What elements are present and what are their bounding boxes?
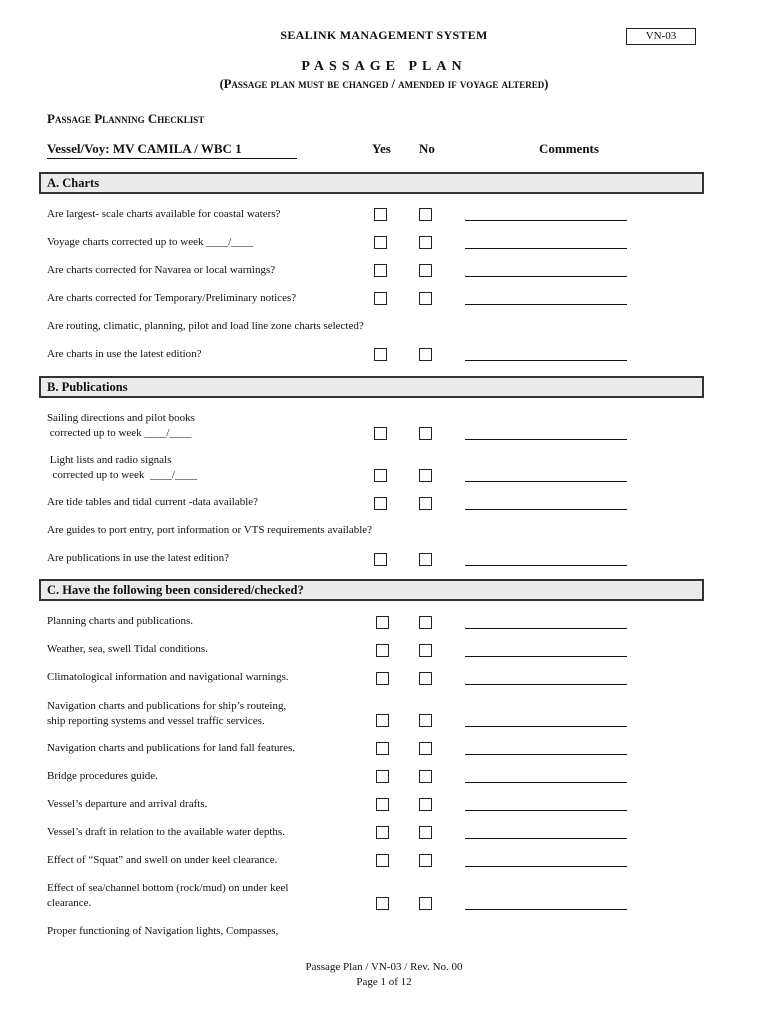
- yes-checkbox[interactable]: [376, 897, 389, 910]
- no-checkbox[interactable]: [419, 854, 432, 867]
- checklist-question: Vessel’s departure and arrival drafts.: [47, 798, 208, 810]
- yes-checkbox[interactable]: [374, 348, 387, 361]
- comment-field[interactable]: [465, 360, 627, 361]
- comment-field[interactable]: [465, 439, 627, 440]
- checklist-question: Navigation charts and publications for ship’s routeing, ship reporting systems and vessel traffic services.: [47, 700, 287, 727]
- comment-field[interactable]: [465, 866, 627, 867]
- yes-checkbox[interactable]: [374, 208, 387, 221]
- vessel-value: MV CAMILA / WBC 1: [112, 141, 242, 156]
- checklist-question: Are charts corrected for Navarea or local warnings?: [47, 264, 276, 276]
- yes-checkbox[interactable]: [376, 714, 389, 727]
- no-checkbox[interactable]: [419, 644, 432, 657]
- yes-checkbox[interactable]: [376, 770, 389, 783]
- no-checkbox[interactable]: [419, 348, 432, 361]
- yes-checkbox[interactable]: [376, 854, 389, 867]
- comment-field[interactable]: [465, 276, 627, 277]
- no-checkbox[interactable]: [419, 672, 432, 685]
- checklist-question: Are tide tables and tidal current -data available?: [47, 496, 259, 508]
- checklist-question: Are charts in use the latest edition?: [47, 348, 202, 360]
- checklist-question: Sailing directions and pilot books corrected up to week ____/____: [47, 412, 195, 439]
- comment-field[interactable]: [465, 810, 627, 811]
- no-checkbox[interactable]: [419, 742, 432, 755]
- no-checkbox[interactable]: [419, 553, 432, 566]
- checklist-question: Bridge procedures guide.: [47, 770, 158, 782]
- comment-field[interactable]: [465, 782, 627, 783]
- page-subtitle: (Passage plan must be changed / amended if voyage altered): [219, 77, 549, 91]
- yes-checkbox[interactable]: [374, 469, 387, 482]
- comment-field[interactable]: [465, 304, 627, 305]
- yes-checkbox[interactable]: [374, 553, 387, 566]
- no-checkbox[interactable]: [419, 770, 432, 783]
- comment-field[interactable]: [465, 754, 627, 755]
- no-checkbox[interactable]: [419, 292, 432, 305]
- checklist-question: Light lists and radio signals corrected up to week ____/____: [47, 454, 197, 481]
- comment-field[interactable]: [465, 628, 627, 629]
- checklist-question: Navigation charts and publications for land fall features.: [47, 742, 296, 754]
- no-checkbox[interactable]: [419, 497, 432, 510]
- comment-field[interactable]: [465, 684, 627, 685]
- footer-document-ref: Passage Plan / VN-03 / Rev. No. 00: [305, 961, 463, 973]
- footer-page-number: Page 1 of 12: [356, 976, 412, 988]
- yes-checkbox[interactable]: [374, 236, 387, 249]
- yes-checkbox[interactable]: [376, 798, 389, 811]
- no-checkbox[interactable]: [419, 469, 432, 482]
- checklist-question: Weather, sea, swell Tidal conditions.: [47, 643, 208, 655]
- section-a-header: A. Charts: [39, 172, 704, 194]
- checklist-title: Passage Planning Checklist: [47, 111, 205, 126]
- checklist-question: Are routing, climatic, planning, pilot and load line zone charts selected?: [47, 320, 364, 332]
- checklist-question: Are charts corrected for Temporary/Preliminary notices?: [47, 292, 297, 304]
- comment-field[interactable]: [465, 481, 627, 482]
- page-title: PASSAGE PLAN: [301, 59, 467, 74]
- comment-field[interactable]: [465, 565, 627, 566]
- checklist-question: Proper functioning of Navigation lights, Compasses,: [47, 925, 279, 937]
- yes-checkbox[interactable]: [376, 742, 389, 755]
- system-title: SEALINK MANAGEMENT SYSTEM: [280, 28, 488, 42]
- yes-checkbox[interactable]: [374, 264, 387, 277]
- yes-checkbox[interactable]: [374, 427, 387, 440]
- checklist-question: Are largest- scale charts available for coastal waters?: [47, 208, 281, 220]
- yes-checkbox[interactable]: [374, 497, 387, 510]
- section-b-header: B. Publications: [39, 376, 704, 398]
- checklist-question: Are guides to port entry, port information or VTS requirements available?: [47, 524, 373, 536]
- yes-checkbox[interactable]: [376, 672, 389, 685]
- yes-checkbox[interactable]: [376, 826, 389, 839]
- no-checkbox[interactable]: [419, 264, 432, 277]
- section-c-header: C. Have the following been considered/checked?: [39, 579, 704, 601]
- checklist-question: Planning charts and publications.: [47, 615, 194, 627]
- no-checkbox[interactable]: [419, 798, 432, 811]
- yes-checkbox[interactable]: [376, 616, 389, 629]
- checklist-question: Vessel’s draft in relation to the available water depths.: [47, 826, 285, 838]
- checklist-question: Effect of sea/channel bottom (rock/mud) on under keel clearance.: [47, 882, 289, 909]
- no-checkbox[interactable]: [419, 714, 432, 727]
- yes-checkbox[interactable]: [376, 644, 389, 657]
- comment-field[interactable]: [465, 509, 627, 510]
- comment-field[interactable]: [465, 656, 627, 657]
- comment-field[interactable]: [465, 909, 627, 910]
- comment-field[interactable]: [465, 248, 627, 249]
- checklist-question: Voyage charts corrected up to week ____/____: [47, 236, 254, 248]
- no-checkbox[interactable]: [419, 208, 432, 221]
- vessel-voyage-field: [47, 141, 297, 159]
- yes-checkbox[interactable]: [374, 292, 387, 305]
- vessel-label: Vessel/Voy:: [47, 141, 110, 156]
- comment-field[interactable]: [465, 726, 627, 727]
- comment-field[interactable]: [465, 220, 627, 221]
- document-number-box: VN-03: [626, 28, 696, 45]
- column-header-no: No: [419, 141, 435, 156]
- column-header-yes: Yes: [372, 141, 391, 156]
- no-checkbox[interactable]: [419, 826, 432, 839]
- comment-field[interactable]: [465, 838, 627, 839]
- no-checkbox[interactable]: [419, 427, 432, 440]
- column-header-comments: Comments: [539, 141, 599, 156]
- checklist-question: Are publications in use the latest edition?: [47, 552, 230, 564]
- no-checkbox[interactable]: [419, 616, 432, 629]
- no-checkbox[interactable]: [419, 897, 432, 910]
- checklist-question: Climatological information and navigational warnings.: [47, 671, 289, 683]
- checklist-question: Effect of “Squat” and swell on under keel clearance.: [47, 854, 278, 866]
- no-checkbox[interactable]: [419, 236, 432, 249]
